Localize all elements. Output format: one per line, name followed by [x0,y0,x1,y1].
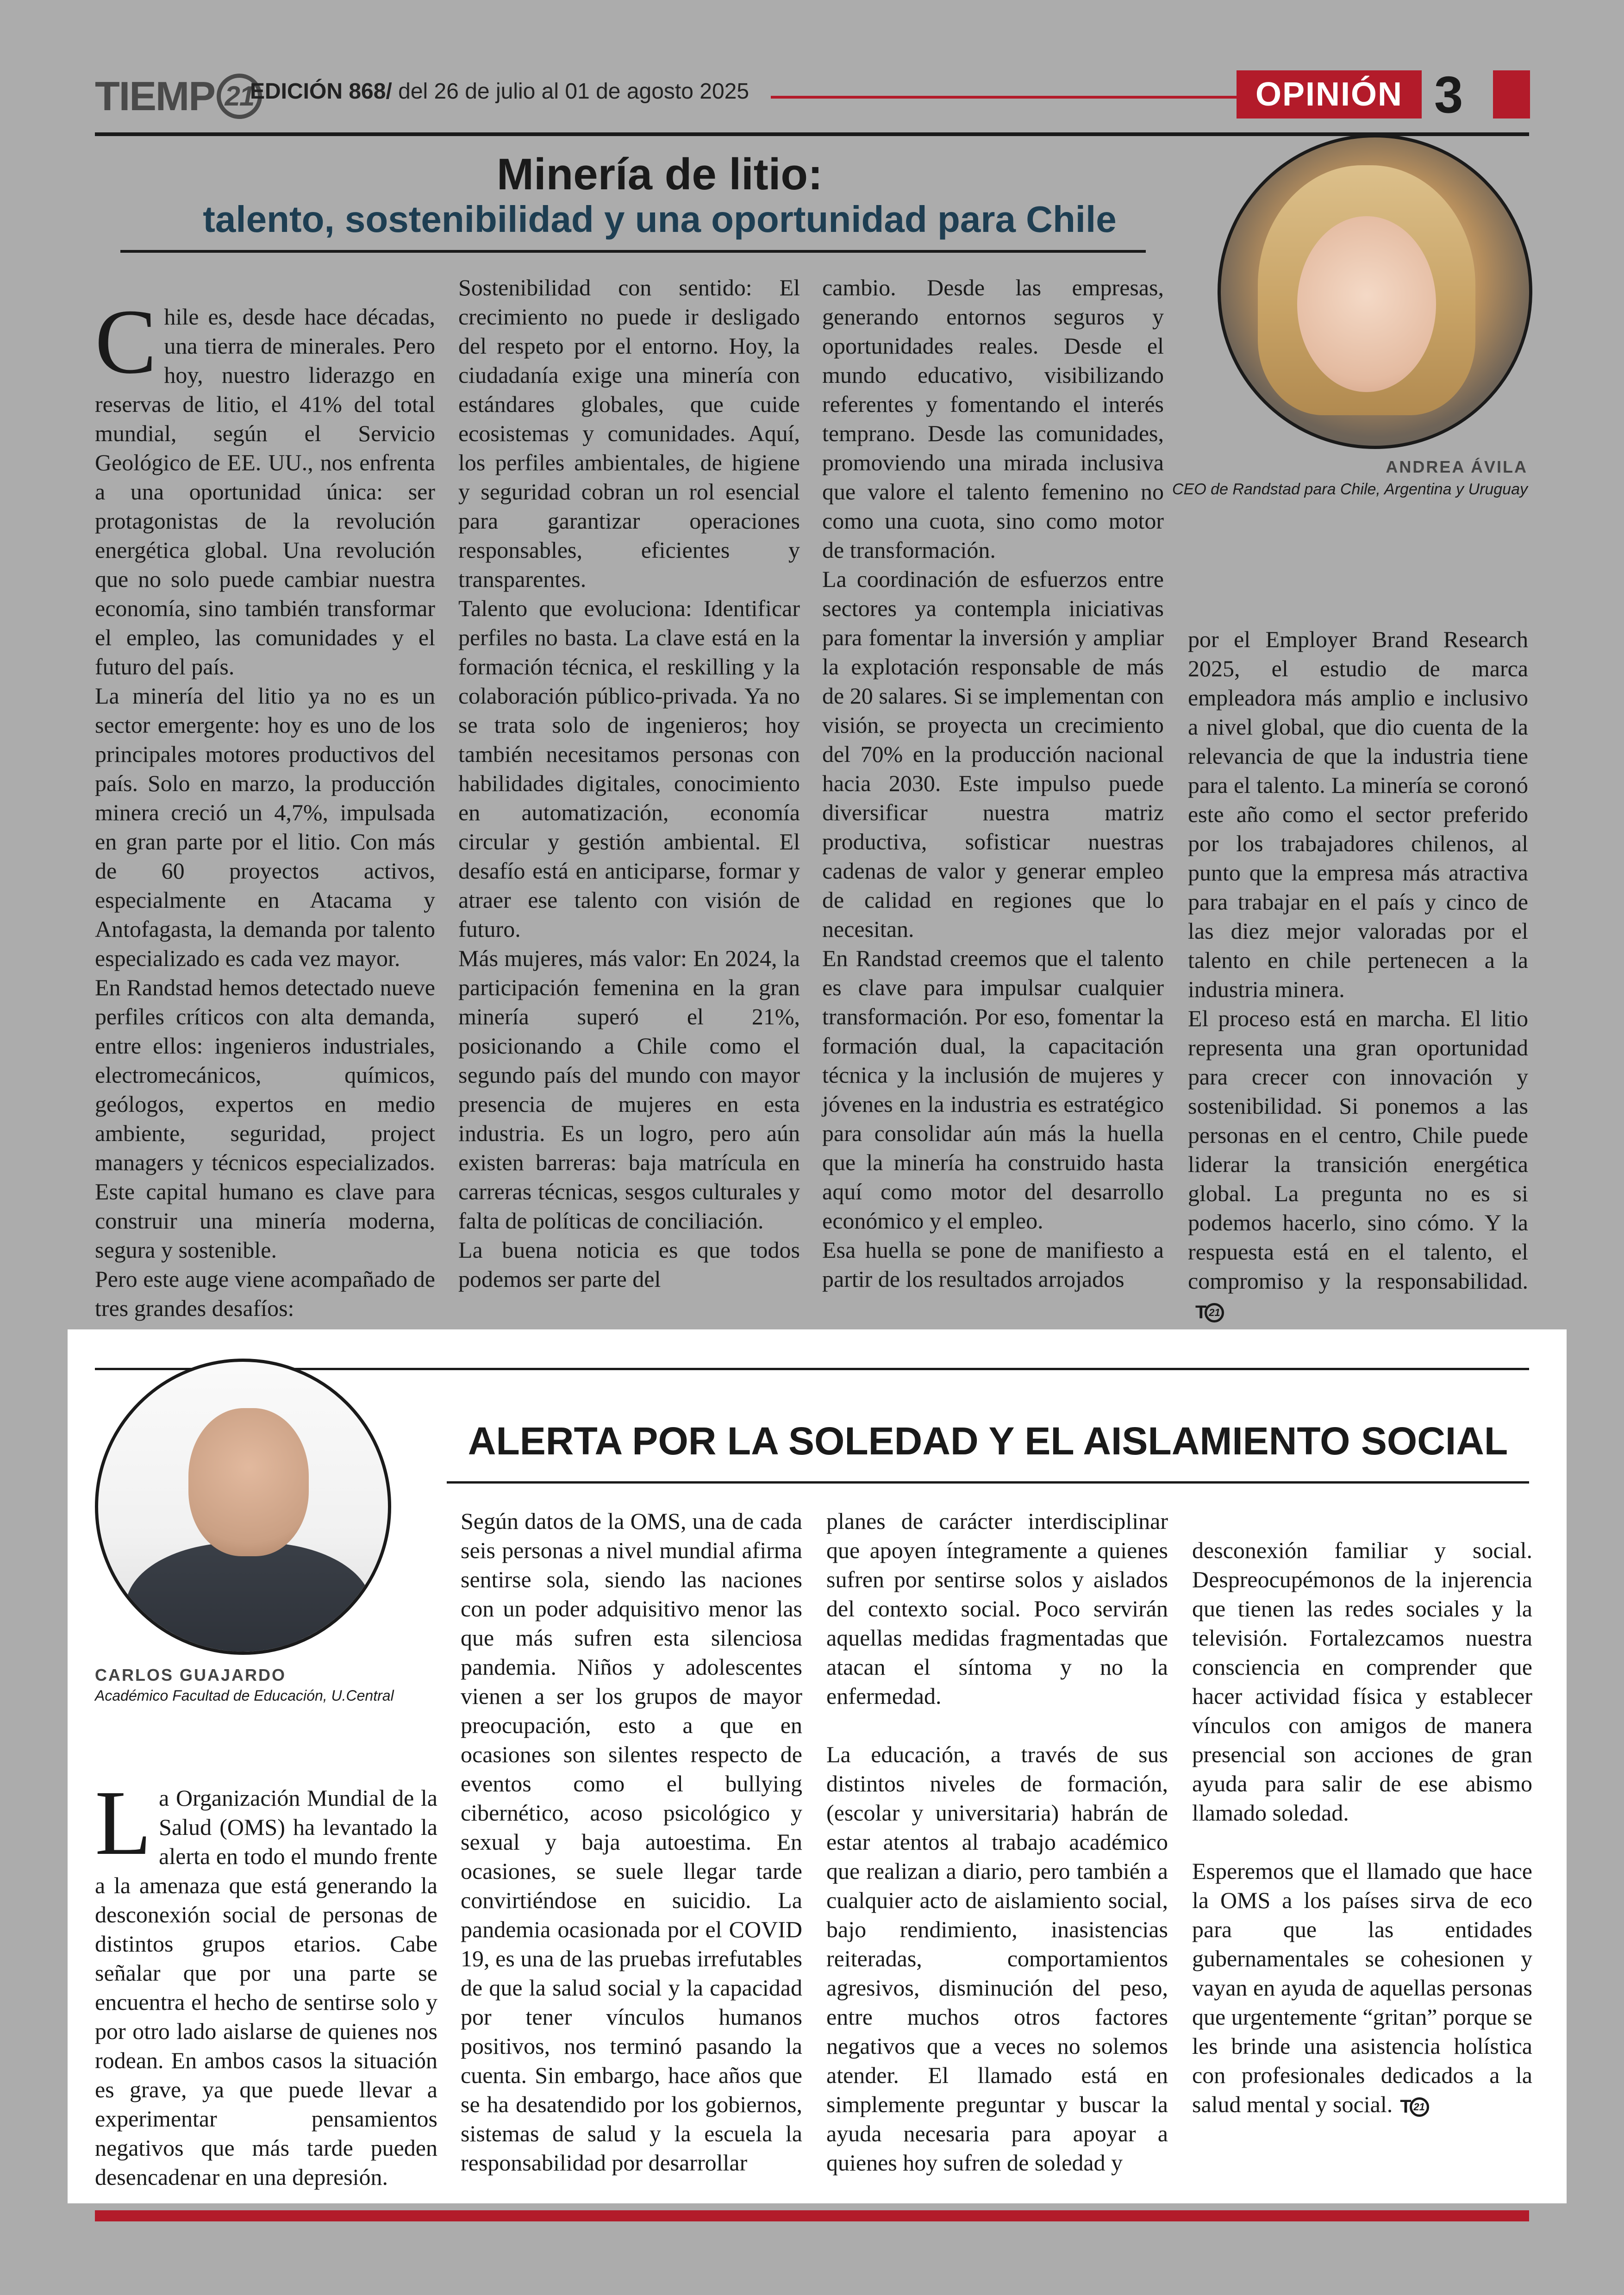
edition-label: EDICIÓN 868/ [250,79,392,104]
column-text: desconexión familiar y social. Despreocupémonos de la injerencia que tienen las redes sociales y la televisión. Fortalezcamos nuestra consciencia en comprender que hacer actividad física y establecer vínculos con amigos de manera presencial son acciones de gran ayuda para salir de ese abismo llamado soledad. Esperemos que el llamado que hace la OMS a los países sirva de eco para que las entidades gubernamentales se cohesionen y vayan en ayuda de aquellas personas que urgentemente “gritan” porque se les brinde una asistencia holística con profesionales dedicados a la salud mental y social. [1192,1537,1532,2117]
article1-column-2: Sostenibilidad con sentido: El crecimiento no puede ir desligado del respeto por el entorno. Hoy, la ciudadanía exige una minería con estándares globales, que cuide ecosistemas y comunidades. Aquí, los perfiles ambientales, de higiene y seguridad cobran un rol esencial para garantizar operaciones responsables, eficientes y transparentes. Talento que evoluciona: Identificar perfiles no basta. La clave está en la formación técnica, el reskilling y la colaboración público-privada. Ya no se trata solo de ingenieros; hoy también necesitamos personas con habilidades digitales, conocimiento en automatización, economía circular y gestión ambiental. El desafío está en anticiparse, formar y atraer ese talento con visión de futuro. Más mujeres, más valor: En 2024, la participación femenina en la gran minería superó el 21%, posicionando a Chile como el segundo país del mundo con mayor presencia de mujeres en esta industria. Es un logro, pero aún existen barreras: baja matrícula en carreras técnicas, sesgos culturales y falta de políticas de conciliación. La buena noticia es que todos podemos ser parte del [458,274,800,1292]
edition-line [250,79,749,104]
article2-column-2: Según datos de la OMS, una de cada seis personas a nivel mundial afirma sentirse sola, siendo las naciones con un poder adquisitivo menor las que más sufren esta silenciosa pandemia. Niños y adolescentes vienen a ser los grupos de mayor preocupación, esto a que en ocasiones son silentes respecto de eventos como el bullying cibernético, acoso psicológico y sexual y baja autoestima. En ocasiones, se suele llegar tarde convirtiéndose en suicidio. La pandemia ocasionada por el COVID 19, es una de las pruebas irrefutables de que la salud social y la capacidad por tener vínculos humanos positivos, nos terminó pasando la cuenta. Sin embargo, hace años que se ha desatendido por los gobiernos, sistemas de salud y la escuela la responsabilidad por desarrollar [461,1508,802,2176]
article1-column-1 [95,273,435,1323]
logo-text: TIEMP [95,73,215,119]
column-text: hile es, desde hace décadas, una tierra de minerales. Pero hoy, nuestro liderazgo en reservas de litio, el 41% del total mundial, según el Servicio Geológico de EE. UU., nos enfrenta a una oportunidad única: ser protagonistas de la revolución energética global. Una revolución que no solo puede cambiar nuestra economía, sino también transformar el empleo, las comunidades y el futuro del país. La minería del litio ya no es un sector emergente: hoy es uno de los principales motores productivos del país. Solo en marzo, la producción minera creció un 4,7%, impulsada en gran parte por el litio. Con más de 60 proyectos activos, especialmente en Atacama y Antofagasta, la demanda por talento especializado es cada vez mayor. En Randstad hemos detectado nueve perfiles críticos con alta demanda, entre ellos: ingenieros industriales, electromecánicos, químicos, geólogos, expertos en medio ambiente, seguridad, project managers y técnicos especializados. Este capital humano es clave para construir una minería moderna, segura y sostenible. Pero este auge viene acompañado de tres grandes desafíos: [95,304,435,1321]
author-name: ANDREA ÁVILA [1386,457,1528,476]
logo-number: 21 [217,74,262,119]
photo-head-shape [188,1408,309,1556]
section-label: OPINIÓN [1237,70,1422,118]
article1-title-rule [120,250,1146,253]
page-number: 3 [1434,66,1463,124]
column-text: por el Employer Brand Research 2025, el estudio de marca empleadora más amplio e inclusivo a nivel global, que dio cuenta de la relevancia de que la industria tiene para el talento. La minería se coronó este año como el sector preferido por los trabajadores chilenos, al punto que la empresa más atractiva para trabajar en el país y cinco de las diez mejor valoradas por el talento en chile pertenecen a la industria minera. El proceso está en marcha. El litio representa una gran oportunidad para crecer con innovación y sostenibilidad. Si ponemos a las personas en el centro, Chile puede liderar la transición energética global. La pregunta no es si podemos hacerlo, sino cómo. Y la respuesta está en el talento, el compromiso y la responsabilidad. [1188,626,1528,1294]
article1-column-4 [1188,596,1528,1327]
header-rule [95,132,1529,136]
end-mark-icon: T 21 [1400,2092,1429,2121]
author-role: CEO de Randstad para Chile, Argentina y Uruguay [1172,480,1528,498]
article1-column-3: cambio. Desde las empresas, generando entornos seguros y oportunidades reales. Desde el mundo educativo, visibilizando referentes y fomentando el interés temprano. Desde las comunidades, promoviendo una mirada inclusiva que valore el talento femenino no como una cuota, sino como motor de transformación. La coordinación de esfuerzos entre sectores ya contempla iniciativas para fomentar la inversión y ampliar la explotación responsable de más de 20 salares. Si se implementan con visión, se proyecta un crecimiento del 70% en la producción nacional hacia 2030. Este impulso puede diversificar nuestra matriz productiva, sofisticar nuestras cadenas de valor y generar empleo de calidad en regiones que lo necesitan. En Randstad creemos que el talento es clave para impulsar cualquier transformación. Por eso, fomentar la formación dual, la capacitación técnica y la inclusión de mujeres y jóvenes en la industria es estratégico para consolidar aún más la huella que la minería ha construido hasta aquí como motor del desarrollo económico y el empleo. Esa huella se pone de manifiesto a partir de los resultados arrojados [822,274,1164,1292]
edition-dates: del 26 de julio al 01 de agosto 2025 [392,79,750,104]
author-photo-carlos [95,1359,391,1655]
article2-title: ALERTA POR LA SOLEDAD Y EL AISLAMIENTO SOCIAL [468,1419,1508,1463]
article2-column-4 [1192,1507,1532,2121]
red-square-mark [1493,70,1530,118]
end-mark-icon: T 21 [1195,1298,1224,1327]
article1-subtitle: talento, sostenibilidad y una oportunidad para Chile [203,199,1117,240]
article2-title-rule [447,1481,1529,1484]
dropcap: C [95,291,157,393]
article2-column-3: planes de carácter interdisciplinar que apoyen íntegramente a quienes sufren por sentirse solos y aislados del contexto social. Poco servirán aquellas medidas fragmentadas que atacan el síntoma y no la enfermedad. La educación, a través de sus distintos niveles de formación, (escolar y universitaria) habrán de estar atentos al trabajo académico que realizan a diario, pero también a cualquier acto de aislamiento social, bajo rendimiento, inasistencias reiteradas, comportamientos agresivos, disminución del peso, entre muchos otros factores negativos que a veces no solemos atender. El llamado está en simplemente preguntar y buscar la ayuda necesaria para apoyar a quienes hoy sufren de soledad y [826,1508,1168,2176]
dropcap: L [95,1772,152,1874]
tiempo21-logo [95,69,262,123]
header-red-line [771,96,1237,99]
article2-top-rule [95,1368,1529,1370]
article2-column-1 [95,1754,437,2192]
article1-title: Minería de litio: [496,150,823,199]
photo-body-shape [126,1542,371,1655]
footer-red-bar [95,2210,1529,2221]
author-photo-andrea [1218,134,1532,449]
column-text: a Organización Mundial de la Salud (OMS) ha levantado la alerta en todo el mundo frente a la amenaza que está generando la desconexión social de personas de distintos grupos etarios. Cabe señalar que por una parte se encuentra el hecho de sentirse solo y por otro lado aislarse de quienes nos rodean. En ambos casos la situación es grave, ya que puede llevar a experimentar pensamientos negativos que más tarde pueden desencadenar en una depresión. [95,1785,437,2190]
photo-face-shape [1297,216,1436,392]
author-name: CARLOS GUAJARDO [95,1665,287,1684]
author-role: Académico Facultad de Educación, U.Central [95,1687,394,1704]
